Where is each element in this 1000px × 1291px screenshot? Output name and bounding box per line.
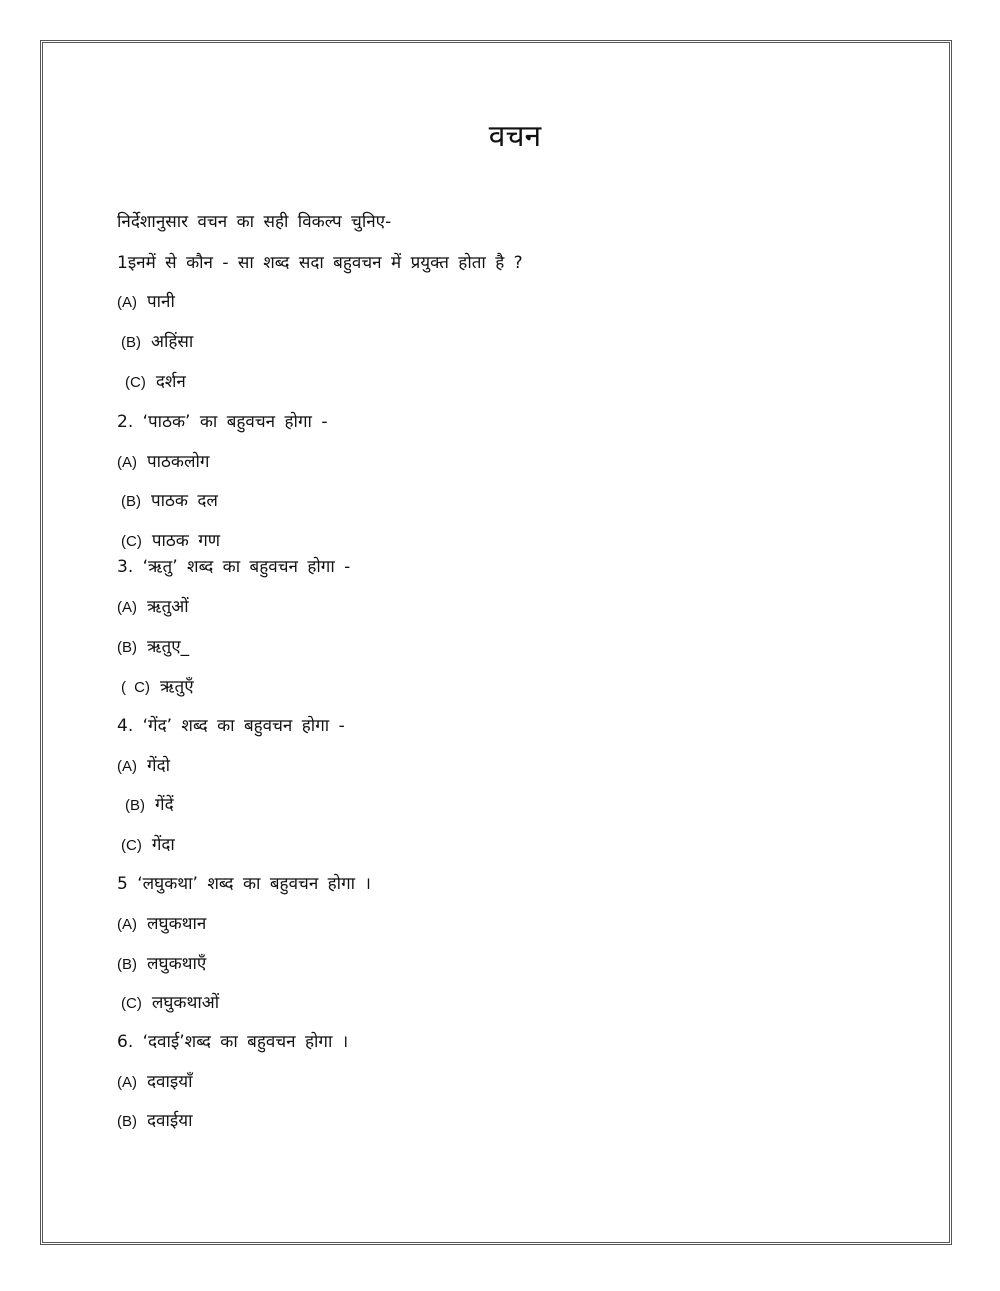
- option-label: (A): [117, 758, 137, 775]
- option-text: ऋतुए_: [147, 637, 190, 657]
- question-2-option-b: [121, 489, 218, 514]
- option-label: (C): [121, 995, 142, 1012]
- option-text: ऋतुएँ: [160, 677, 194, 697]
- option-text: दर्शन: [155, 372, 186, 392]
- page-title: वचन: [488, 119, 542, 154]
- question-4-option-b: [125, 793, 174, 818]
- option-text: अहिंसा: [151, 332, 194, 352]
- option-label: (C): [125, 374, 146, 391]
- question-3-option-c: [121, 675, 194, 700]
- option-label: (A): [117, 599, 137, 616]
- option-label: (B): [125, 797, 145, 814]
- option-text: पाठक दल: [151, 491, 218, 511]
- option-label: (A): [117, 454, 137, 471]
- question-3-option-a: [117, 595, 189, 620]
- question-5-option-a: [117, 912, 206, 937]
- question-4-option-c: [121, 833, 175, 858]
- question-2-option-a: [117, 450, 210, 475]
- question-3: 3. ‘ऋतु’ शब्द का बहुवचन होगा -: [117, 557, 351, 577]
- question-6-option-a: [117, 1070, 193, 1095]
- option-label: (B): [121, 493, 141, 510]
- option-label: (B): [117, 639, 137, 656]
- option-label: (C): [121, 533, 142, 550]
- option-label: (C): [121, 837, 142, 854]
- question-2: 2. ‘पाठक’ का बहुवचन होगा -: [117, 412, 328, 432]
- question-3-option-b: [117, 635, 189, 660]
- instruction-text: निर्देशानुसार वचन का सही विकल्प चुनिए-: [117, 212, 392, 232]
- option-label: (B): [121, 334, 141, 351]
- question-2-option-c: [121, 529, 220, 554]
- question-6: 6. ‘दवाई’शब्द का बहुवचन होगा ।: [117, 1032, 349, 1052]
- question-4-option-a: [117, 754, 170, 779]
- option-label: (B): [117, 1113, 137, 1130]
- option-text: लघुकथाएँ: [147, 954, 207, 974]
- option-text: पाठक गण: [151, 531, 221, 551]
- option-text: लघुकथान: [147, 914, 207, 934]
- question-5-option-b: [117, 952, 206, 977]
- option-text: पाठकलोग: [147, 452, 210, 472]
- option-label: (B): [117, 956, 137, 973]
- question-1: 1इनमें से कौन - सा शब्द सदा बहुवचन में प्रयुक्त होता है ?: [117, 253, 523, 273]
- option-text: गेंदा: [151, 835, 175, 855]
- option-text: पानी: [147, 292, 175, 312]
- question-1-option-a: [117, 290, 175, 315]
- question-5-option-c: [121, 991, 219, 1016]
- option-text: गेंदें: [155, 795, 174, 815]
- question-4: 4. ‘गेंद’ शब्द का बहुवचन होगा -: [117, 716, 345, 736]
- question-6-option-b: [117, 1109, 193, 1134]
- option-text: ऋतुओं: [147, 597, 189, 617]
- option-label: (A): [117, 1074, 137, 1091]
- question-1-option-c: [125, 370, 186, 395]
- option-label: (A): [117, 916, 137, 933]
- question-5: 5 ‘लघुकथा’ शब्द का बहुवचन होगा ।: [117, 874, 371, 894]
- option-label: ( C): [121, 679, 150, 696]
- option-text: दवाइयाँ: [147, 1072, 193, 1092]
- question-1-option-b: [121, 330, 193, 355]
- option-text: लघुकथाओं: [151, 993, 220, 1013]
- option-text: गेंदो: [147, 756, 171, 776]
- option-text: दवाईया: [147, 1111, 193, 1131]
- option-label: (A): [117, 294, 137, 311]
